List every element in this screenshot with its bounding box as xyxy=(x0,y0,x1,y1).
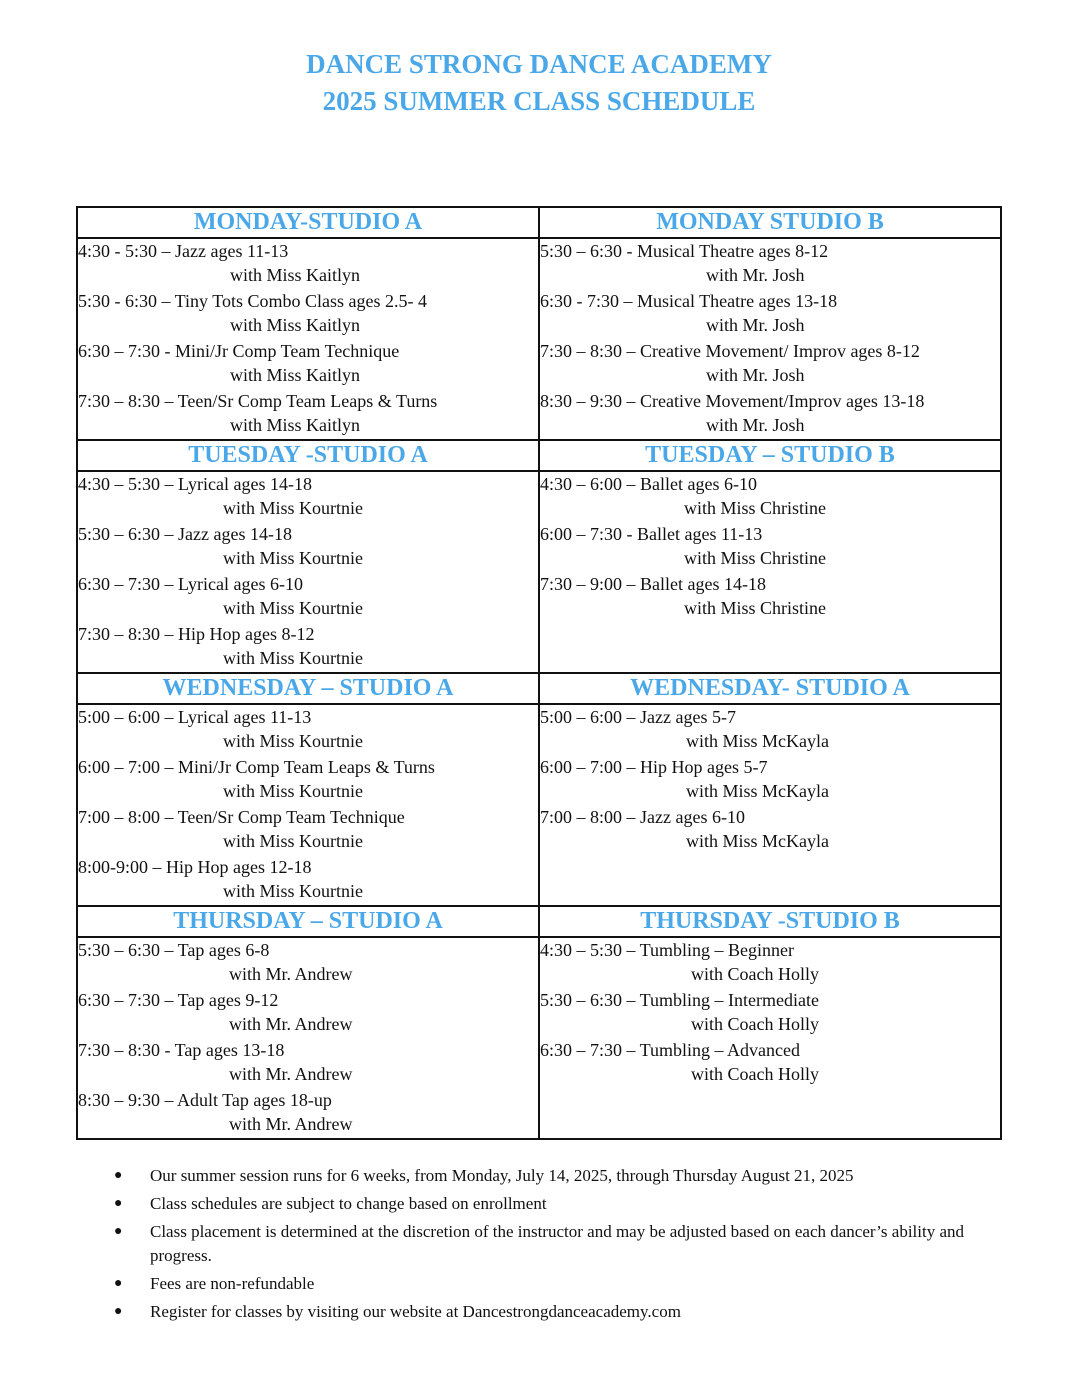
class-entry xyxy=(78,239,538,287)
class-time-title: 6:00 – 7:30 - Ballet ages 11-13 xyxy=(540,524,763,544)
class-entry xyxy=(78,1088,538,1136)
day-header-row xyxy=(77,207,1001,238)
day-studio-heading: THURSDAY -STUDIO B xyxy=(539,906,1001,937)
class-entry xyxy=(78,705,538,753)
note-text: Register for classes by visiting our website at Dancestrongdanceacademy.com xyxy=(150,1302,681,1321)
class-instructor: with Miss Kaitlyn xyxy=(230,365,361,385)
class-entry xyxy=(540,1038,1000,1086)
class-instructor: with Miss Kourtnie xyxy=(223,731,364,751)
class-instructor: with Miss McKayla xyxy=(686,731,829,751)
note-text: Class placement is determined at the discretion of the instructor and may be adjusted based on each dancer’s ability and progress. xyxy=(150,1222,965,1265)
class-instructor: with Miss Kaitlyn xyxy=(230,315,361,335)
class-instructor: with Miss Christine xyxy=(684,598,827,618)
schedule-table xyxy=(76,206,1002,1140)
class-instructor: with Coach Holly xyxy=(691,1014,819,1034)
class-entry xyxy=(78,339,538,387)
class-list-row xyxy=(77,704,1001,906)
day-header-row xyxy=(77,906,1001,937)
class-time-title: 4:30 – 5:30 – Lyrical ages 14-18 xyxy=(78,474,312,494)
class-instructor: with Miss Kourtnie xyxy=(223,781,364,801)
class-time-title: 7:00 – 8:00 – Teen/Sr Comp Team Technique xyxy=(78,807,405,827)
class-time-title: 7:30 – 8:30 – Hip Hop ages 8-12 xyxy=(78,624,315,644)
bullet-icon: ● xyxy=(114,1304,123,1319)
day-studio-heading: WEDNESDAY- STUDIO A xyxy=(539,673,1001,704)
class-time-title: 4:30 - 5:30 – Jazz ages 11-13 xyxy=(78,241,289,261)
academy-title: DANCE STRONG DANCE ACADEMY xyxy=(306,49,772,79)
class-entry xyxy=(78,755,538,803)
class-time-title: 7:30 – 9:00 – Ballet ages 14-18 xyxy=(540,574,766,594)
class-entry xyxy=(540,988,1000,1036)
class-instructor: with Coach Holly xyxy=(691,964,819,984)
class-entry xyxy=(540,339,1000,387)
class-list-cell xyxy=(539,238,1001,440)
class-instructor: with Miss Christine xyxy=(684,498,827,518)
class-time-title: 4:30 – 5:30 – Tumbling – Beginner xyxy=(540,940,795,960)
class-instructor: with Miss Kourtnie xyxy=(223,498,364,518)
day-studio-heading: MONDAY-STUDIO A xyxy=(77,207,539,238)
bullet-icon: ● xyxy=(114,1276,123,1291)
class-entry xyxy=(540,938,1000,986)
day-header-row xyxy=(77,440,1001,471)
note-text: Our summer session runs for 6 weeks, from Monday, July 14, 2025, through Thursday August 21, 2025 xyxy=(150,1166,854,1185)
class-time-title: 7:00 – 8:00 – Jazz ages 6-10 xyxy=(540,807,745,827)
class-list-cell xyxy=(77,704,539,906)
class-instructor: with Miss McKayla xyxy=(686,831,829,851)
class-time-title: 5:00 – 6:00 – Lyrical ages 11-13 xyxy=(78,707,312,727)
bullet-icon: ● xyxy=(114,1224,123,1239)
class-entry xyxy=(78,938,538,986)
class-instructor: with Miss Kourtnie xyxy=(223,648,364,668)
class-entry xyxy=(78,289,538,337)
class-list-cell xyxy=(539,704,1001,906)
class-entry xyxy=(540,522,1000,570)
schedule-title: 2025 SUMMER CLASS SCHEDULE xyxy=(322,86,756,116)
class-time-title: 4:30 – 6:00 – Ballet ages 6-10 xyxy=(540,474,757,494)
bullet-icon: ● xyxy=(114,1168,123,1183)
class-entry xyxy=(78,855,538,903)
note-item xyxy=(108,1220,988,1268)
class-instructor: with Miss Kourtnie xyxy=(223,598,364,618)
bullet-icon: ● xyxy=(114,1196,123,1211)
class-entry xyxy=(540,289,1000,337)
class-list-row xyxy=(77,471,1001,673)
day-studio-heading: TUESDAY -STUDIO A xyxy=(77,440,539,471)
class-time-title: 7:30 – 8:30 – Teen/Sr Comp Team Leaps & Turns xyxy=(78,391,438,411)
class-list-cell xyxy=(539,937,1001,1139)
class-instructor: with Miss Christine xyxy=(684,548,827,568)
class-list-cell xyxy=(77,238,539,440)
class-time-title: 6:00 – 7:00 – Mini/Jr Comp Team Leaps & Turns xyxy=(78,757,435,777)
class-entry xyxy=(78,389,538,437)
class-instructor: with Mr. Andrew xyxy=(229,964,353,984)
class-entry xyxy=(540,472,1000,520)
day-studio-heading: WEDNESDAY – STUDIO A xyxy=(77,673,539,704)
day-studio-heading: MONDAY STUDIO B xyxy=(539,207,1001,238)
class-instructor: with Miss Kourtnie xyxy=(223,881,364,901)
class-instructor: with Mr. Andrew xyxy=(229,1014,353,1034)
class-time-title: 5:30 – 6:30 – Jazz ages 14-18 xyxy=(78,524,292,544)
class-list-row xyxy=(77,937,1001,1139)
class-time-title: 8:00-9:00 – Hip Hop ages 12-18 xyxy=(78,857,312,877)
class-instructor: with Mr. Josh xyxy=(706,365,805,385)
class-time-title: 6:30 – 7:30 - Mini/Jr Comp Team Technique xyxy=(78,341,400,361)
note-item xyxy=(108,1164,988,1188)
class-instructor: with Miss Kaitlyn xyxy=(230,415,361,435)
class-time-title: 5:00 – 6:00 – Jazz ages 5-7 xyxy=(540,707,736,727)
note-text: Class schedules are subject to change based on enrollment xyxy=(150,1194,547,1213)
class-entry xyxy=(78,572,538,620)
class-time-title: 6:30 – 7:30 – Tumbling – Advanced xyxy=(540,1040,801,1060)
class-entry xyxy=(78,988,538,1036)
class-instructor: with Mr. Josh xyxy=(706,415,805,435)
class-entry xyxy=(540,572,1000,620)
class-time-title: 5:30 – 6:30 – Tap ages 6-8 xyxy=(78,940,270,960)
note-item xyxy=(108,1272,988,1296)
class-entry xyxy=(540,805,1000,853)
class-instructor: with Miss Kaitlyn xyxy=(230,265,361,285)
class-time-title: 8:30 – 9:30 – Adult Tap ages 18-up xyxy=(78,1090,332,1110)
class-entry xyxy=(78,622,538,670)
class-entry xyxy=(540,755,1000,803)
class-entry xyxy=(78,1038,538,1086)
class-instructor: with Mr. Andrew xyxy=(229,1064,353,1084)
class-time-title: 6:00 – 7:00 – Hip Hop ages 5-7 xyxy=(540,757,768,777)
class-entry xyxy=(540,705,1000,753)
day-studio-heading: THURSDAY – STUDIO A xyxy=(77,906,539,937)
class-instructor: with Mr. Josh xyxy=(706,315,805,335)
class-entry xyxy=(78,522,538,570)
class-instructor: with Miss Kourtnie xyxy=(223,548,364,568)
class-entry xyxy=(78,472,538,520)
class-time-title: 7:30 – 8:30 - Tap ages 13-18 xyxy=(78,1040,285,1060)
note-item xyxy=(108,1192,988,1216)
class-entry xyxy=(540,389,1000,437)
class-instructor: with Mr. Andrew xyxy=(229,1114,353,1134)
class-list-cell xyxy=(77,937,539,1139)
class-time-title: 5:30 – 6:30 – Tumbling – Intermediate xyxy=(540,990,819,1010)
class-entry xyxy=(78,805,538,853)
class-instructor: with Miss Kourtnie xyxy=(223,831,364,851)
class-time-title: 6:30 - 7:30 – Musical Theatre ages 13-18 xyxy=(540,291,838,311)
class-list-cell xyxy=(539,471,1001,673)
class-time-title: 7:30 – 8:30 – Creative Movement/ Improv ages 8-12 xyxy=(540,341,920,361)
class-instructor: with Coach Holly xyxy=(691,1064,819,1084)
class-list-cell xyxy=(77,471,539,673)
note-item xyxy=(108,1300,988,1324)
day-header-row xyxy=(77,673,1001,704)
class-time-title: 5:30 - 6:30 – Tiny Tots Combo Class ages 2.5- 4 xyxy=(78,291,427,311)
note-text: Fees are non-refundable xyxy=(150,1274,315,1293)
class-instructor: with Mr. Josh xyxy=(706,265,805,285)
class-time-title: 5:30 – 6:30 - Musical Theatre ages 8-12 xyxy=(540,241,829,261)
class-instructor: with Miss McKayla xyxy=(686,781,829,801)
day-studio-heading: TUESDAY – STUDIO B xyxy=(539,440,1001,471)
class-time-title: 8:30 – 9:30 – Creative Movement/Improv ages 13-18 xyxy=(540,391,925,411)
notes-list xyxy=(108,1164,988,1328)
class-time-title: 6:30 – 7:30 – Lyrical ages 6-10 xyxy=(78,574,303,594)
class-list-row xyxy=(77,238,1001,440)
class-time-title: 6:30 – 7:30 – Tap ages 9-12 xyxy=(78,990,279,1010)
class-entry xyxy=(540,239,1000,287)
